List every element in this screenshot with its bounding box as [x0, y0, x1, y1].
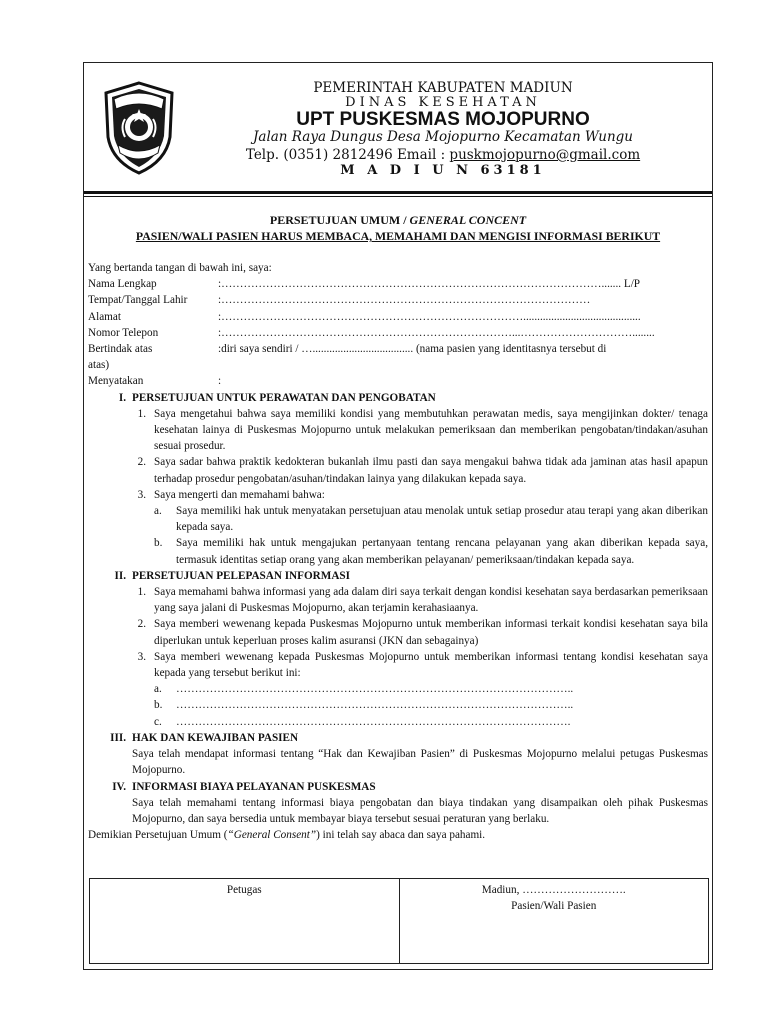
header-divider-thick [84, 191, 712, 194]
field-label: Menyatakan [88, 375, 144, 388]
closing-text-a: Demikian Persetujuan Umum ( [88, 829, 228, 842]
closing-text-c: ) ini telah say abaca dan saya pahami. [316, 829, 486, 842]
list-item: 1. Saya mengetahui bahwa saya memiliki kondisi yang membutuhkan perawatan medis, saya mengijinkan dokter/ tenaga kesehatan lainya di Puskesmas Mojopurno untuk melakukan pemeriksaan dan memberikan pengobatan/tindakan/asuhan sesuai prosedur. [88, 406, 708, 455]
list-item-text: Saya memberi wewenang kepada Puskesmas Mojopurno untuk memberikan informasi terkait kondisi kesehatan saya bila diperlukan untuk keperluan proses kalim asuransi (JKN dan sebagainya) [154, 618, 708, 647]
section-number: I. [118, 391, 126, 404]
list-item-text: Saya memahami bahwa informasi yang ada dalam diri saya terkait dengan kondisi kesehatan saya berdasarkan pemeriksaan yang saya jalani di Puskesmas Mojopurno, akan terjamin kerahasiaanya. [154, 586, 708, 615]
closing-statement [88, 827, 708, 843]
contact-line [84, 147, 712, 163]
field-value[interactable]: :diri saya sendiri / ….................................... (nama pasien yang identitasnya tersebut di [218, 343, 607, 356]
field-nomor-telepon[interactable] [88, 325, 708, 341]
closing-text-italic: “General Consent” [227, 829, 317, 842]
blank-line-c[interactable]: c. ……………………………………………………………………………………………. [88, 714, 708, 730]
list-item: 2. Saya sadar bahwa praktik kedokteran bukanlah ilmu pasti dan saya mengakui bahwa tidak ada jaminan atas hasil apapun terhadap prosedur pengobatan/asuhan/tindakan lainya yang dilakukan kepada saya. [88, 454, 708, 486]
address-line: Jalan Raya Dungus Desa Mojopurno Kecamatan Wungu [252, 129, 633, 145]
field-label: Nomor Telepon [88, 326, 159, 339]
section-heading [88, 568, 708, 584]
form-title-main: PERSETUJUAN UMUM / [269, 213, 410, 227]
signature-date-line: Madiun, ………………………. [481, 884, 626, 896]
institution-name: UPT PUSKESMAS MOJOPURNO [296, 109, 590, 130]
section-title: PERSETUJUAN UNTUK PERAWATAN DAN PENGOBATAN [132, 391, 436, 404]
header-divider-thin [84, 196, 712, 197]
form-frame [83, 62, 713, 970]
blank-fill[interactable]: ……………………………………………………………………………………………. [176, 715, 571, 728]
section-title: PERSETUJUAN PELEPASAN INFORMASI [132, 569, 350, 582]
field-bertindak-continuation: atas) [88, 359, 110, 372]
field-value[interactable]: :…………………………………………………………………………………………....... L/P [218, 278, 641, 291]
field-value: : [218, 375, 222, 388]
list-item-text: Saya sadar bahwa praktik kedokteran bukanlah ilmu pasti dan saya mengakui bahwa tidak ada jaminan atas hasil apapun terhadap prosedur pengobatan/asuhan/tindakan lainya yang dilakukan kepada saya. [154, 456, 708, 485]
field-alamat[interactable] [88, 309, 708, 325]
section-number: IV. [112, 780, 126, 793]
list-item-text: Saya memberi wewenang kepada Puskesmas Mojopurno untuk memberikan informasi tentang kondisi kesehatan saya kepada yang tersebut berikut ini: [154, 650, 708, 680]
signature-officer-label: Petugas [226, 884, 262, 896]
blank-line-a[interactable]: a. …………………………………………………………………………………………….. [88, 681, 708, 697]
blank-line-b[interactable]: b. …………………………………………………………………………………………….. [88, 697, 708, 713]
list-item: 3. Saya memberi wewenang kepada Puskesmas Mojopurno untuk memberikan informasi tentang kondisi kesehatan saya kepada yang tersebut berikut ini: [88, 649, 708, 681]
section-paragraph: Saya telah mendapat informasi tentang “Hak dan Kewajiban Pasien” di Puskesmas Mojopurno melalui petugas Puskesmas Mojopurno. [132, 748, 708, 777]
form-title [84, 213, 712, 228]
field-label: Tempat/Tanggal Lahir [88, 294, 188, 307]
government-line: PEMERINTAH KABUPATEN MADIUN [313, 80, 573, 96]
sub-list-item-text: Saya memiliki hak untuk menyatakan persetujuan atau menolak untuk setiap prosedur atau terapi yang akan diberikan kepada saya. [176, 505, 708, 534]
field-value[interactable]: :……………………………………………………………………...…………………………........ [218, 326, 655, 339]
list-item-text: Saya mengetahui bahwa saya memiliki kondisi yang membutuhkan perawatan medis, saya mengijinkan dokter/ tenaga kesehatan lainya di Puskesmas Mojopurno untuk melakukan pemeriksaan dan memberikan pengobatan/tindakan/asuhan sesuai prosedur. [154, 407, 708, 453]
field-bertindak-atas[interactable] [88, 341, 708, 357]
letterhead [84, 63, 712, 193]
sub-list-item-text: Saya memiliki hak untuk mengajukan pertanyaan tentang rencana pelayanan yang akan diberikan kepada saya, termasuk identitas setiap orang yang akan memberikan pelayanan/ pemeriksaan/tindakan kepada saya. [176, 537, 708, 566]
field-value[interactable]: :……………………………………………………………………………………… [218, 294, 591, 307]
field-label: Alamat [88, 310, 121, 323]
section-title: HAK DAN KEWAJIBAN PASIEN [132, 731, 299, 744]
field-menyatakan [88, 373, 708, 389]
signature-officer-cell[interactable] [90, 879, 399, 963]
section-heading [88, 779, 708, 795]
field-tempat-tanggal-lahir[interactable] [88, 292, 708, 308]
blank-fill[interactable]: …………………………………………………………………………………………….. [176, 683, 574, 696]
email-link[interactable]: puskmojopurno@gmail.com [449, 147, 641, 163]
list-item-text: Saya mengerti dan memahami bahwa: [154, 488, 325, 501]
signature-patient-label: Pasien/Wali Pasien [511, 900, 597, 912]
sub-list-item: b. Saya memiliki hak untuk mengajukan pertanyaan tentang rencana pelayanan yang akan diberikan kepada saya, termasuk identitas setiap orang yang akan memberikan pelayanan/ pemeriksaan/tindakan kepada saya. [88, 535, 708, 567]
section-paragraph: Saya telah memahami tentang informasi biaya pengobatan dan biaya tindakan yang disampaikan oleh pihak Puskesmas Mojopurno, dan saya bersedia untuk membayar biaya tersebut sesuai peraturan yang berlaku. [132, 796, 708, 825]
sub-list-item: a. Saya memiliki hak untuk menyatakan persetujuan atau menolak untuk setiap prosedur atau terapi yang akan diberikan kepada saya. [88, 503, 708, 535]
section-number: III. [110, 731, 126, 744]
form-subtitle: PASIEN/WALI PASIEN HARUS MEMBACA, MEMAHAMI DAN MENGISI INFORMASI BERIKUT [135, 229, 661, 243]
list-item: 1. Saya memahami bahwa informasi yang ada dalam diri saya terkait dengan kondisi kesehatan saya berdasarkan pemeriksaan yang saya jalani di Puskesmas Mojopurno, akan terjamin kerahasiaanya. [88, 584, 708, 616]
section-heading [88, 730, 708, 746]
section-title: INFORMASI BIAYA PELAYANAN PUSKESMAS [132, 780, 376, 793]
signature-patient-cell[interactable] [399, 879, 709, 963]
city-postcode: M A D I U N 63181 [340, 163, 546, 178]
blank-fill[interactable]: …………………………………………………………………………………………….. [176, 699, 574, 712]
phone-text: Telp. (0351) 2812496 Email : [245, 147, 450, 163]
list-item: 2. Saya memberi wewenang kepada Puskesmas Mojopurno untuk memberikan informasi terkait kondisi kesehatan saya bila diperlukan untuk keperluan proses kalim asuransi (JKN dan sebagainya) [88, 616, 708, 648]
department-line: DINAS KESEHATAN [345, 95, 541, 110]
list-item: 3. Saya mengerti dan memahami bahwa: [88, 487, 708, 503]
form-body [88, 260, 708, 843]
intro-text: Yang bertanda tangan di bawah ini, saya: [88, 262, 272, 274]
field-label: Bertindak atas [88, 343, 153, 356]
field-nama[interactable] [88, 276, 708, 292]
form-title-english: GENERAL CONCENT [409, 213, 527, 227]
field-value[interactable]: :……………………………………………………………………….......................................... [218, 310, 641, 323]
section-heading [88, 390, 708, 406]
signature-table [89, 878, 709, 964]
section-number: II. [114, 569, 126, 582]
field-label: Nama Lengkap [88, 278, 157, 291]
